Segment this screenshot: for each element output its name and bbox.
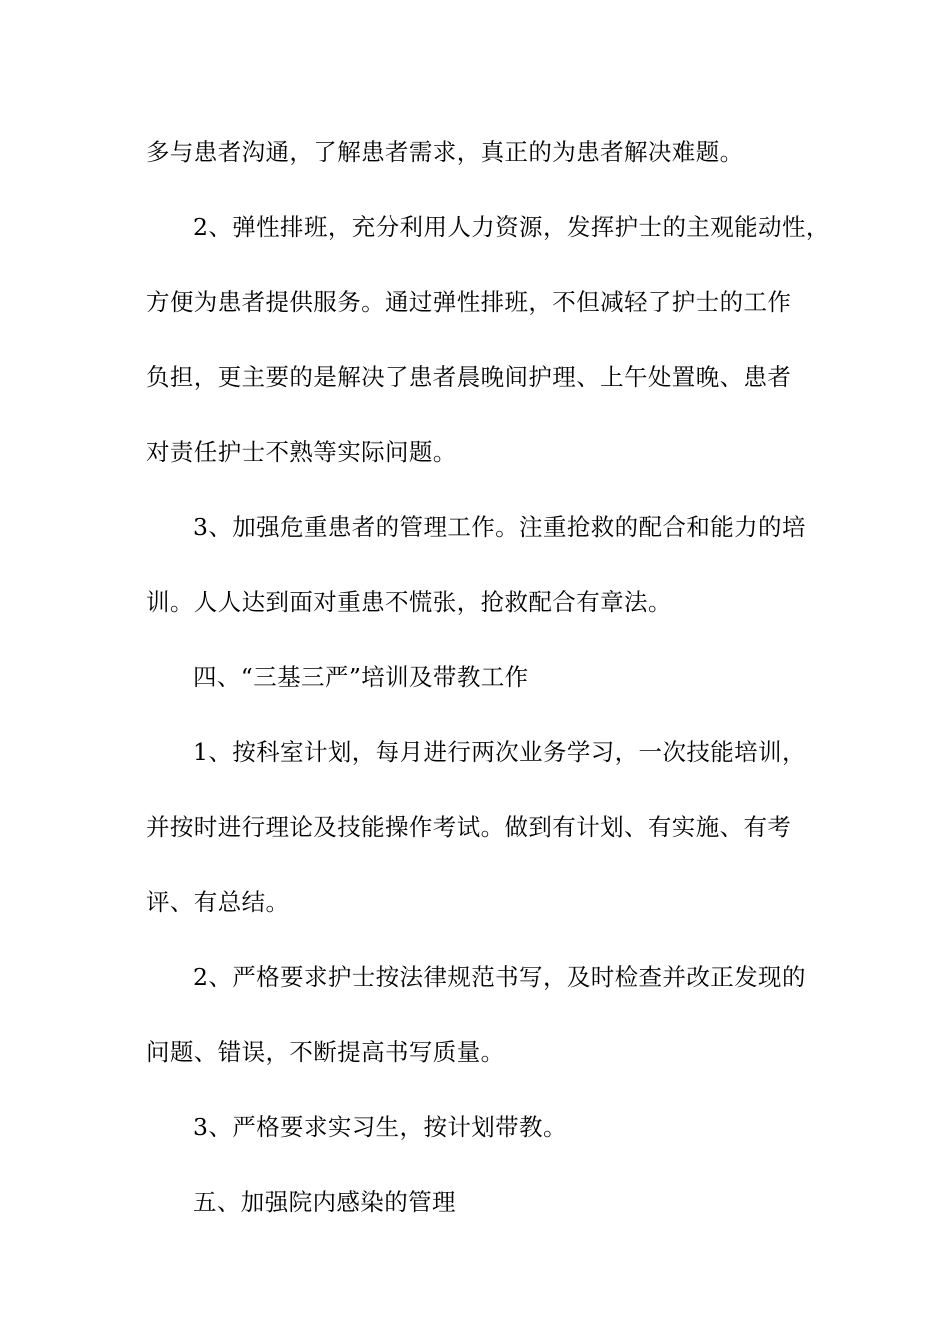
paragraph-line: 训。人人达到面对重患不慌张，抢救配合有章法。	[146, 588, 672, 616]
section-heading: 五、加强院内感染的管理	[193, 1188, 456, 1216]
paragraph-line: 并按时进行理论及技能操作考试。做到有计划、有实施、有考	[146, 813, 792, 841]
paragraph-line: 3、加强危重患者的管理工作。注重抢救的配合和能力的培	[193, 513, 806, 541]
paragraph-line: 对责任护士不熟等实际问题。	[146, 438, 457, 466]
paragraph-line: 评、有总结。	[146, 888, 290, 916]
paragraph-line: 2、严格要求护士按法律规范书写，及时检查并改正发现的	[193, 963, 806, 991]
paragraph-line: 问题、错误，不断提高书写质量。	[146, 1038, 505, 1066]
paragraph-line: 3、严格要求实习生，按计划带教。	[193, 1113, 567, 1141]
paragraph-line: 负担，更主要的是解决了患者晨晚间护理、上午处置晚、患者	[146, 363, 792, 391]
paragraph-line: 多与患者沟通，了解患者需求，真正的为患者解决难题。	[146, 138, 744, 166]
paragraph-line: 2、弹性排班，充分利用人力资源，发挥护士的主观能动性，	[193, 213, 830, 241]
paragraph-line: 方便为患者提供服务。通过弹性排班，不但减轻了护士的工作	[146, 288, 792, 316]
section-heading: 四、“三基三严”培训及带教工作	[193, 663, 529, 691]
paragraph-line: 1、按科室计划，每月进行两次业务学习，一次技能培训，	[193, 738, 806, 766]
